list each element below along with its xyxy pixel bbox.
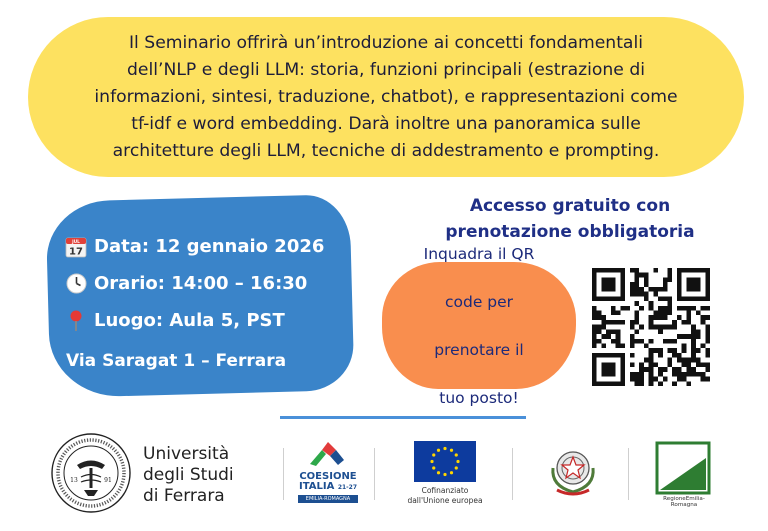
coesione-line-2 bbox=[298, 482, 358, 493]
time-row bbox=[64, 265, 324, 302]
event-details bbox=[64, 228, 324, 379]
intro-line: tf-idf e word embedding. Darà inoltre una panoramica sulle bbox=[131, 113, 641, 134]
event-date: Data: 12 gennaio 2026 bbox=[94, 236, 325, 257]
qr-prompt-line: code per bbox=[444, 292, 514, 311]
pin-icon bbox=[64, 310, 88, 332]
address-row bbox=[66, 342, 324, 379]
access-line-1: Accesso gratuito con bbox=[469, 196, 671, 216]
event-place: Luogo: Aula 5, PST bbox=[94, 310, 285, 331]
access-line-2: prenotazione obbligatoria bbox=[445, 222, 695, 242]
date-row bbox=[64, 228, 324, 265]
eu-line-1: Cofinanziato bbox=[421, 486, 469, 495]
clock-icon bbox=[64, 273, 88, 295]
qr-prompt-text bbox=[404, 242, 554, 410]
coesione-region: EMILIA-ROMAGNA bbox=[298, 495, 358, 503]
calendar-month: JUL bbox=[72, 238, 80, 244]
logo-separator bbox=[512, 448, 513, 500]
unife-line-1: Università bbox=[143, 444, 230, 464]
qr-prompt-line: Inquadra il QR bbox=[423, 244, 535, 263]
calendar-day: 17 bbox=[69, 246, 83, 257]
coesione-line-1: COESIONE bbox=[299, 471, 357, 482]
calendar-icon bbox=[64, 236, 88, 258]
coesione-italia-logo bbox=[298, 438, 358, 508]
qr-prompt-bubble bbox=[382, 244, 576, 407]
coesione-italia-word: ITALIA bbox=[298, 481, 335, 492]
access-note bbox=[420, 193, 720, 245]
eu-flag-icon bbox=[414, 441, 476, 482]
place-row bbox=[64, 302, 324, 339]
seal-year-left: 13 bbox=[70, 477, 78, 484]
logo-separator bbox=[283, 448, 284, 500]
unife-line-3: di Ferrara bbox=[143, 486, 225, 506]
qr-prompt-line: tuo posto! bbox=[439, 388, 519, 407]
intro-line: dell’NLP e degli LLM: storia, funzioni principali (estrazione di bbox=[126, 59, 646, 80]
eu-caption bbox=[398, 486, 492, 506]
logo-separator bbox=[628, 448, 629, 500]
event-time: Orario: 14:00 – 16:30 bbox=[94, 273, 308, 294]
region-caption: RegioneEmilia-Romagna bbox=[663, 496, 705, 508]
unife-line-2: degli Studi bbox=[143, 465, 234, 485]
intro-line: architetture degli LLM, tecniche di addestramento e prompting. bbox=[112, 140, 660, 161]
region-emilia-romagna-logo bbox=[654, 440, 712, 502]
unife-seal-logo bbox=[50, 432, 132, 514]
qr-prompt-line: prenotare il bbox=[434, 340, 524, 359]
divider-line bbox=[280, 416, 526, 419]
coesione-years: 21-27 bbox=[337, 484, 358, 491]
seal-year-right: 91 bbox=[104, 477, 112, 484]
intro-text bbox=[54, 30, 717, 165]
eu-line-2: dall'Unione europea bbox=[407, 496, 483, 505]
event-address: Via Saragat 1 – Ferrara bbox=[66, 350, 287, 371]
intro-line: informazioni, sintesi, traduzione, chatbot), e rappresentazioni come bbox=[94, 86, 678, 107]
logo-separator bbox=[374, 448, 375, 500]
intro-bubble bbox=[28, 17, 744, 177]
italian-emblem-icon bbox=[543, 440, 603, 500]
unife-name bbox=[143, 444, 234, 507]
qr-code[interactable] bbox=[592, 268, 710, 386]
intro-line: Il Seminario offrirà un’introduzione ai concetti fondamentali bbox=[128, 32, 644, 53]
